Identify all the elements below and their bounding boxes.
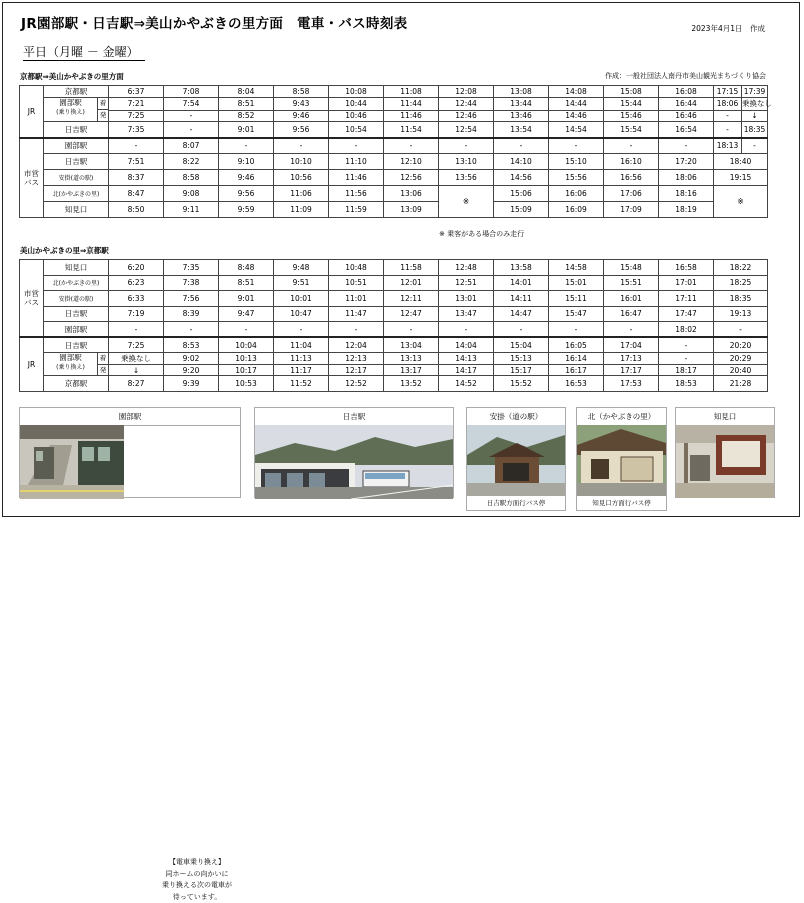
- time-cell: 7:08: [164, 86, 219, 98]
- time-cell: 12:47: [384, 306, 439, 322]
- time-cell: -: [274, 322, 329, 338]
- time-cell: 15:06: [494, 186, 549, 202]
- time-cell: 12:44: [439, 98, 494, 111]
- time-cell: 17:20: [659, 154, 714, 170]
- time-cell: 10:01: [274, 291, 329, 307]
- time-cell: 14:44: [549, 98, 604, 111]
- time-cell: 15:04: [494, 337, 549, 353]
- time-cell: 17:17: [604, 365, 659, 376]
- time-cell: 6:23: [109, 275, 164, 291]
- ankyu-photo-panel: [466, 407, 566, 511]
- time-cell: 10:08: [329, 86, 384, 98]
- time-cell: 13:47: [439, 306, 494, 322]
- time-cell: 15:10: [549, 154, 604, 170]
- station-cell: [44, 154, 109, 170]
- time-cell: 11:54: [384, 122, 439, 138]
- chimi-photo-panel: [675, 407, 775, 498]
- time-cell: 16:53: [549, 376, 604, 392]
- station-label: 日吉駅: [65, 124, 88, 135]
- time-cell: 17:13: [604, 353, 659, 365]
- time-cell: 6:37: [109, 86, 164, 98]
- time-cell: 9:59: [219, 202, 274, 218]
- time-cell: 11:59: [329, 202, 384, 218]
- time-cell: 8:04: [219, 86, 274, 98]
- time-cell: -: [659, 353, 714, 365]
- time-cell: 17:47: [659, 306, 714, 322]
- station-label: 北(かやぶきの里): [53, 278, 100, 287]
- time-cell: 14:08: [549, 86, 604, 98]
- departure-mark: 発: [98, 365, 108, 376]
- time-cell: 17:11: [659, 291, 714, 307]
- time-cell: 18:25: [714, 275, 768, 291]
- time-cell: 10:13: [219, 353, 274, 365]
- time-cell: 14:56: [494, 170, 549, 186]
- time-cell: 9:43: [274, 98, 329, 111]
- time-cell: 17:01: [659, 275, 714, 291]
- time-cell: -: [604, 138, 659, 154]
- time-cell: -: [384, 322, 439, 338]
- time-cell: 12:08: [439, 86, 494, 98]
- time-cell: 10:48: [329, 260, 384, 276]
- time-cell: 20:20: [714, 337, 768, 353]
- station-cell: [44, 322, 109, 338]
- note-mark: ※: [714, 186, 768, 218]
- chimi-photo-caption: 知見口: [676, 408, 774, 426]
- time-cell: 17:53: [604, 376, 659, 392]
- time-cell: 7:38: [164, 275, 219, 291]
- time-cell: 9:10: [219, 154, 274, 170]
- time-cell: 15:52: [494, 376, 549, 392]
- time-cell: 12:11: [384, 291, 439, 307]
- time-cell: 8:50: [109, 202, 164, 218]
- time-cell: -: [659, 138, 714, 154]
- jr-group-label: JR: [20, 337, 44, 391]
- time-cell: 8:48: [219, 260, 274, 276]
- time-cell: 18:02: [659, 322, 714, 338]
- time-cell: 11:01: [329, 291, 384, 307]
- time-cell: 17:15: [714, 86, 742, 98]
- station-label: 園部駅: [65, 324, 88, 335]
- author-credit: 作成：一般社団法人南丹市美山観光まちづくり協会: [605, 71, 766, 81]
- time-cell: 10:17: [219, 365, 274, 376]
- hiyoshi-photo-panel: [254, 407, 454, 498]
- time-cell: 14:04: [439, 337, 494, 353]
- time-cell: 14:11: [494, 291, 549, 307]
- time-cell: 12:52: [329, 376, 384, 392]
- time-cell: 14:52: [439, 376, 494, 392]
- time-cell: 14:13: [439, 353, 494, 365]
- inbound-timetable: [19, 259, 768, 392]
- time-cell: 18:06: [659, 170, 714, 186]
- station-label: 京都駅: [65, 86, 88, 97]
- time-cell: ↓: [109, 365, 164, 376]
- station-cell: [44, 306, 109, 322]
- time-cell: 11:47: [329, 306, 384, 322]
- time-cell: 18:13: [714, 138, 742, 154]
- time-cell: 9:08: [164, 186, 219, 202]
- time-cell: 7:21: [109, 98, 164, 111]
- time-cell: 8:47: [109, 186, 164, 202]
- ankyu-bus-stop-image: [467, 425, 565, 498]
- time-cell: 13:46: [494, 110, 549, 121]
- station-label: 日吉駅: [65, 308, 88, 319]
- time-cell: 15:44: [604, 98, 659, 111]
- bus-group-label: 市営 バス: [20, 260, 44, 338]
- time-cell: 8:51: [219, 275, 274, 291]
- time-cell: 11:17: [274, 365, 329, 376]
- time-cell: -: [384, 138, 439, 154]
- time-cell: 10:10: [274, 154, 329, 170]
- station-cell: [44, 86, 109, 98]
- time-cell: -: [219, 138, 274, 154]
- time-cell: 11:58: [384, 260, 439, 276]
- time-cell: 12:51: [439, 275, 494, 291]
- time-cell: 7:54: [164, 98, 219, 111]
- time-cell: 11:44: [384, 98, 439, 111]
- time-cell: 14:54: [549, 122, 604, 138]
- station-label: 日吉駅: [65, 156, 88, 167]
- time-cell: -: [329, 138, 384, 154]
- station-cell: [44, 353, 109, 376]
- time-cell: 15:01: [549, 275, 604, 291]
- time-cell: 16:54: [659, 122, 714, 138]
- time-cell: 8:39: [164, 306, 219, 322]
- time-cell: 10:47: [274, 306, 329, 322]
- time-cell: 12:17: [329, 365, 384, 376]
- station-cell: [44, 170, 109, 186]
- time-cell: 9:48: [274, 260, 329, 276]
- time-cell: -: [164, 110, 219, 121]
- time-cell: 17:04: [604, 337, 659, 353]
- time-cell: 12:46: [439, 110, 494, 121]
- time-cell: 12:01: [384, 275, 439, 291]
- time-cell: 18:40: [714, 154, 768, 170]
- time-cell: 19:13: [714, 306, 768, 322]
- time-cell: 8:58: [274, 86, 329, 98]
- time-cell: 13:08: [494, 86, 549, 98]
- time-cell: 13:52: [384, 376, 439, 392]
- time-cell: -: [109, 138, 164, 154]
- station-label: 園部駅: [44, 353, 97, 363]
- station-cell: [44, 337, 109, 353]
- station-label: 安掛(道の駅): [59, 294, 94, 303]
- time-cell: -: [274, 138, 329, 154]
- time-cell: 13:44: [494, 98, 549, 111]
- ankyu-photo-subcaption: 日吉駅方面行バス停: [467, 496, 565, 510]
- sonobe-station-photo: [20, 425, 240, 497]
- time-cell: -: [549, 322, 604, 338]
- transfer-message-body: 同ホームの向かいに 乗り換える次の電車が 待っています。: [146, 869, 248, 903]
- ankyu-photo-caption: 安掛（道の駅）: [467, 408, 565, 426]
- station-cell: [44, 122, 109, 138]
- time-cell: -: [714, 110, 742, 121]
- time-cell: 11:56: [329, 186, 384, 202]
- time-cell: 乗換なし: [109, 353, 164, 365]
- time-cell: -: [604, 322, 659, 338]
- time-cell: 8:27: [109, 376, 164, 392]
- time-cell: -: [219, 322, 274, 338]
- time-cell: 11:46: [384, 110, 439, 121]
- time-cell: 19:15: [714, 170, 768, 186]
- time-cell: 15:13: [494, 353, 549, 365]
- time-cell: 15:09: [494, 202, 549, 218]
- time-cell: 12:10: [384, 154, 439, 170]
- time-cell: 13:01: [439, 291, 494, 307]
- time-cell: 13:56: [439, 170, 494, 186]
- outbound-heading: 京都駅⇒美山かやぶきの里方面: [20, 71, 124, 82]
- time-cell: 13:10: [439, 154, 494, 170]
- arrival-mark: 着: [98, 353, 108, 365]
- time-cell: 10:46: [329, 110, 384, 121]
- time-cell: 14:01: [494, 275, 549, 291]
- transfer-message-title: 【電車乗り換え】: [146, 857, 248, 869]
- time-cell: 18:06: [714, 98, 742, 111]
- station-label: 日吉駅: [65, 340, 88, 351]
- time-cell: 8:37: [109, 170, 164, 186]
- time-cell: 8:51: [219, 98, 274, 111]
- created-date: 2023年4月1日 作成: [691, 23, 765, 34]
- time-cell: 18:22: [714, 260, 768, 276]
- time-cell: 16:01: [604, 291, 659, 307]
- time-cell: -: [109, 322, 164, 338]
- time-cell: 7:25: [109, 337, 164, 353]
- time-cell: 21:28: [714, 376, 768, 392]
- station-cell: [44, 98, 109, 122]
- time-cell: 18:35: [742, 122, 768, 138]
- hiyoshi-station-image: [255, 425, 453, 499]
- time-cell: 16:05: [549, 337, 604, 353]
- time-cell: 9:51: [274, 275, 329, 291]
- time-cell: 9:46: [219, 170, 274, 186]
- time-cell: 17:09: [604, 202, 659, 218]
- time-cell: 15:11: [549, 291, 604, 307]
- bus-group-label: 市営 バス: [20, 138, 44, 218]
- time-cell: -: [494, 138, 549, 154]
- station-sub-label: (乗り換え): [44, 108, 97, 118]
- time-cell: 13:04: [384, 337, 439, 353]
- time-cell: 16:44: [659, 98, 714, 111]
- time-cell: 13:58: [494, 260, 549, 276]
- note-mark: ※: [439, 186, 494, 218]
- time-cell: 9:02: [164, 353, 219, 365]
- time-cell: 16:10: [604, 154, 659, 170]
- outbound-note: ※ 乗客がある場合のみ走行: [439, 229, 524, 239]
- time-cell: 17:06: [604, 186, 659, 202]
- time-cell: 12:54: [439, 122, 494, 138]
- time-cell: -: [742, 138, 768, 154]
- transfer-message: [146, 857, 248, 903]
- time-cell: 10:56: [274, 170, 329, 186]
- time-cell: 11:13: [274, 353, 329, 365]
- time-cell: 16:14: [549, 353, 604, 365]
- time-cell: 11:09: [274, 202, 329, 218]
- time-cell: 8:22: [164, 154, 219, 170]
- time-cell: 20:40: [714, 365, 768, 376]
- station-cell: [44, 138, 109, 154]
- station-label: 知見口: [65, 262, 88, 273]
- time-cell: 11:52: [274, 376, 329, 392]
- station-label: 京都駅: [65, 378, 88, 389]
- time-cell: 16:47: [604, 306, 659, 322]
- kita-photo-panel: [576, 407, 667, 511]
- time-cell: 15:48: [604, 260, 659, 276]
- time-cell: 8:58: [164, 170, 219, 186]
- time-cell: 18:16: [659, 186, 714, 202]
- day-type-label: 平日（月曜 － 金曜）: [23, 45, 145, 61]
- time-cell: 8:07: [164, 138, 219, 154]
- station-cell: [44, 260, 109, 276]
- time-cell: 11:08: [384, 86, 439, 98]
- time-cell: 18:19: [659, 202, 714, 218]
- time-cell: 13:54: [494, 122, 549, 138]
- time-cell: 12:48: [439, 260, 494, 276]
- time-cell: 10:51: [329, 275, 384, 291]
- time-cell: 17:39: [742, 86, 768, 98]
- station-label: 北(かやぶきの里): [53, 189, 100, 198]
- time-cell: 7:25: [109, 110, 164, 121]
- time-cell: 15:54: [604, 122, 659, 138]
- time-cell: -: [164, 122, 219, 138]
- time-cell: 10:44: [329, 98, 384, 111]
- time-cell: -: [659, 337, 714, 353]
- time-cell: 13:06: [384, 186, 439, 202]
- time-cell: 15:46: [604, 110, 659, 121]
- station-label: 園部駅: [44, 98, 97, 108]
- time-cell: 14:17: [439, 365, 494, 376]
- inbound-heading: 美山かやぶきの里⇒京都駅: [20, 245, 109, 256]
- time-cell: 16:08: [659, 86, 714, 98]
- time-cell: 16:09: [549, 202, 604, 218]
- time-cell: 18:17: [659, 365, 714, 376]
- time-cell: 11:46: [329, 170, 384, 186]
- time-cell: 15:17: [494, 365, 549, 376]
- time-cell: 15:47: [549, 306, 604, 322]
- time-cell: 6:20: [109, 260, 164, 276]
- time-cell: 11:06: [274, 186, 329, 202]
- page-title: JR園部駅・日吉駅⇒美山かやぶきの里方面 電車・バス時刻表: [21, 12, 407, 32]
- chimi-bus-stop-image: [676, 425, 774, 498]
- time-cell: 16:58: [659, 260, 714, 276]
- kita-photo-caption: 北（かやぶきの里）: [577, 408, 666, 426]
- time-cell: 15:51: [604, 275, 659, 291]
- outbound-timetable: [19, 85, 768, 218]
- time-cell: 13:17: [384, 365, 439, 376]
- time-cell: 14:10: [494, 154, 549, 170]
- station-cell: [44, 186, 109, 202]
- time-cell: 9:11: [164, 202, 219, 218]
- time-cell: 14:46: [549, 110, 604, 121]
- time-cell: 20:29: [714, 353, 768, 365]
- time-cell: 10:04: [219, 337, 274, 353]
- time-cell: 8:52: [219, 110, 274, 121]
- time-cell: -: [164, 322, 219, 338]
- time-cell: 18:53: [659, 376, 714, 392]
- time-cell: 16:46: [659, 110, 714, 121]
- time-cell: 12:04: [329, 337, 384, 353]
- station-cell: [44, 376, 109, 392]
- arrival-mark: 着: [98, 98, 108, 110]
- time-cell: ↓: [742, 110, 768, 121]
- time-cell: 16:06: [549, 186, 604, 202]
- time-cell: 9:39: [164, 376, 219, 392]
- hiyoshi-photo-caption: 日吉駅: [255, 408, 453, 426]
- time-cell: 7:19: [109, 306, 164, 322]
- time-cell: -: [439, 322, 494, 338]
- time-cell: 14:47: [494, 306, 549, 322]
- station-label: 安掛(道の駅): [59, 173, 94, 182]
- time-cell: 10:54: [329, 122, 384, 138]
- time-cell: 7:56: [164, 291, 219, 307]
- time-cell: 13:13: [384, 353, 439, 365]
- time-cell: -: [714, 122, 742, 138]
- time-cell: -: [494, 322, 549, 338]
- time-cell: 16:56: [604, 170, 659, 186]
- time-cell: 11:10: [329, 154, 384, 170]
- time-cell: 14:58: [549, 260, 604, 276]
- time-cell: 7:51: [109, 154, 164, 170]
- time-cell: 12:56: [384, 170, 439, 186]
- time-cell: -: [714, 322, 768, 338]
- jr-group-label: JR: [20, 86, 44, 138]
- time-cell: 10:53: [219, 376, 274, 392]
- time-cell: -: [439, 138, 494, 154]
- station-cell: [44, 291, 109, 307]
- kita-photo-subcaption: 知見口方面行バス停: [577, 496, 666, 510]
- time-cell: 9:20: [164, 365, 219, 376]
- station-cell: [44, 275, 109, 291]
- time-cell: 15:56: [549, 170, 604, 186]
- station-cell: [44, 202, 109, 218]
- time-cell: 9:01: [219, 122, 274, 138]
- station-label: 園部駅: [65, 140, 88, 151]
- time-cell: 15:08: [604, 86, 659, 98]
- time-cell: 乗換なし: [742, 98, 768, 111]
- station-sub-label: (乗り換え): [44, 363, 97, 373]
- kita-bus-stop-image: [577, 425, 666, 498]
- time-cell: 7:35: [109, 122, 164, 138]
- station-label: 知見口: [65, 204, 88, 215]
- time-cell: 9:47: [219, 306, 274, 322]
- time-cell: 9:01: [219, 291, 274, 307]
- time-cell: -: [329, 322, 384, 338]
- time-cell: 9:46: [274, 110, 329, 121]
- sonobe-platform-image: [20, 425, 124, 499]
- time-cell: 11:04: [274, 337, 329, 353]
- time-cell: -: [549, 138, 604, 154]
- departure-mark: 発: [98, 110, 108, 121]
- sonobe-photo-panel: [19, 407, 241, 498]
- time-cell: 16:17: [549, 365, 604, 376]
- time-cell: 13:09: [384, 202, 439, 218]
- time-cell: 9:56: [274, 122, 329, 138]
- time-cell: 18:35: [714, 291, 768, 307]
- time-cell: 7:35: [164, 260, 219, 276]
- time-cell: 8:53: [164, 337, 219, 353]
- time-cell: 6:33: [109, 291, 164, 307]
- time-cell: 9:56: [219, 186, 274, 202]
- sonobe-photo-caption: 園部駅: [20, 408, 240, 426]
- time-cell: 12:13: [329, 353, 384, 365]
